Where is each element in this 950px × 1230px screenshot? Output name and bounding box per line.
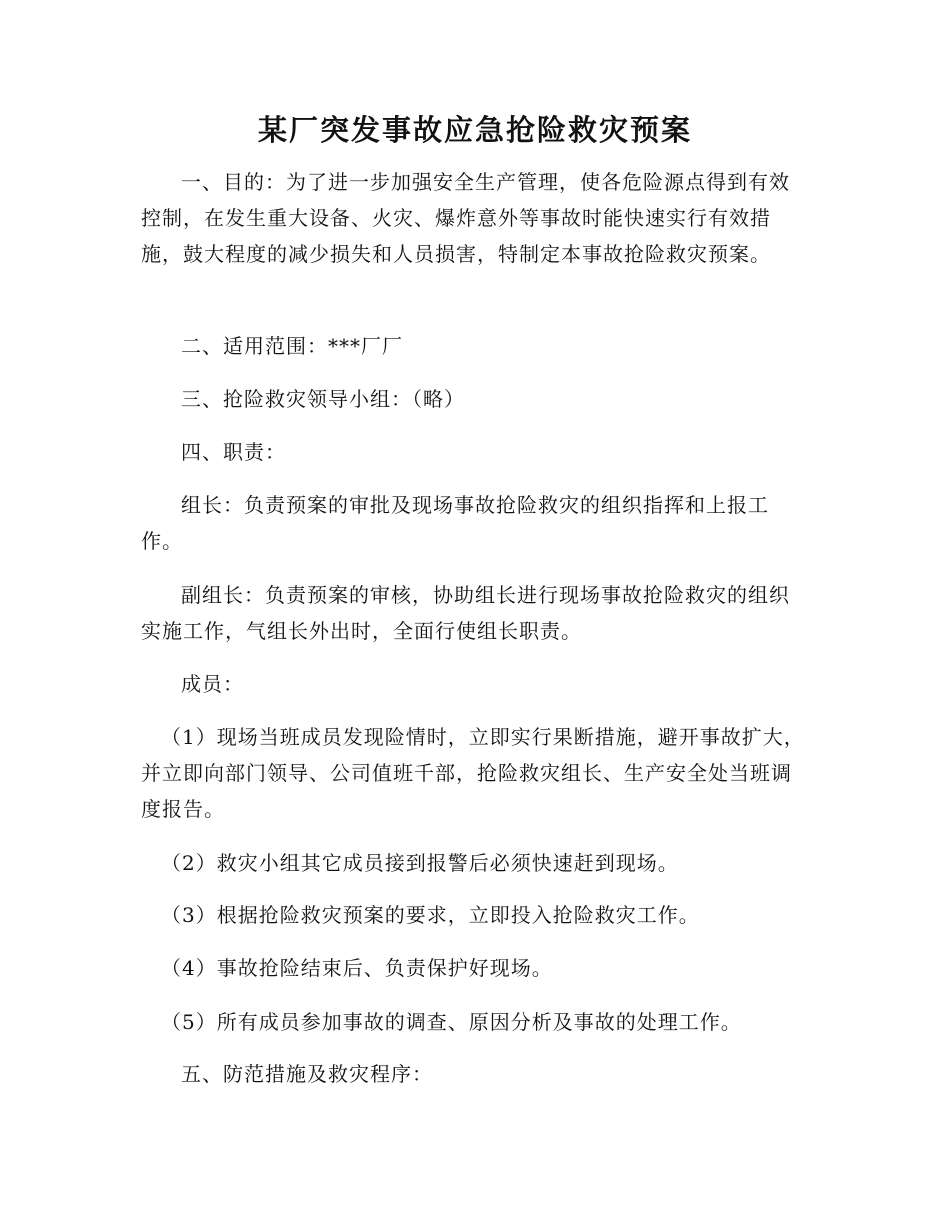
paragraph-group-leader: 组长：负责预案的审批及现场事故抢险救灾的组织指挥和上报工作。 bbox=[141, 493, 769, 553]
paragraph-scope: 二、适用范围：***厂厂 bbox=[181, 334, 403, 358]
list-item-5: （5）所有成员参加事故的调查、原因分析及事故的处理工作。 bbox=[161, 1010, 742, 1034]
list-item-3: （3）根据抢险救灾预案的要求，立即投入抢险救灾工作。 bbox=[161, 903, 700, 927]
paragraph-duties-heading: 四、职责： bbox=[181, 440, 286, 464]
paragraph-prevention-heading: 五、防范措施及救灾程序： bbox=[181, 1062, 433, 1086]
paragraph-members-heading: 成员： bbox=[181, 672, 244, 696]
list-item-1: （1）现场当班成员发现险情时，立即实行果断措施，避开事故扩大，并立即向部门领导、公司值班千部，抢险救灾组长、生产安全处当班调度报告。 bbox=[141, 725, 805, 821]
list-item-2: （2）救灾小组其它成员接到报警后必须快速赶到现场。 bbox=[161, 851, 679, 875]
paragraph-deputy-leader: 副组长：负责预案的审核，协助组长进行现场事故抢险救灾的组织实施工作，气组长外出时，全面行使组长职责。 bbox=[141, 583, 790, 643]
document-title: 某厂突发事故应急抢险救灾预案 bbox=[257, 113, 692, 147]
list-item-4: （4）事故抢险结束后、负责保护好现场。 bbox=[161, 956, 553, 980]
paragraph-purpose: 一、目的：为了进一步加强安全生产管理，使各危险源点得到有效控制，在发生重大设备、火灾、爆炸意外等事故时能快速实行有效措施，鼓大程度的减少损失和人员损害，特制定本事故抢险救灾预案。 bbox=[141, 170, 790, 266]
paragraph-leadership-group: 三、抢险救灾领导小组：（略） bbox=[181, 387, 465, 411]
